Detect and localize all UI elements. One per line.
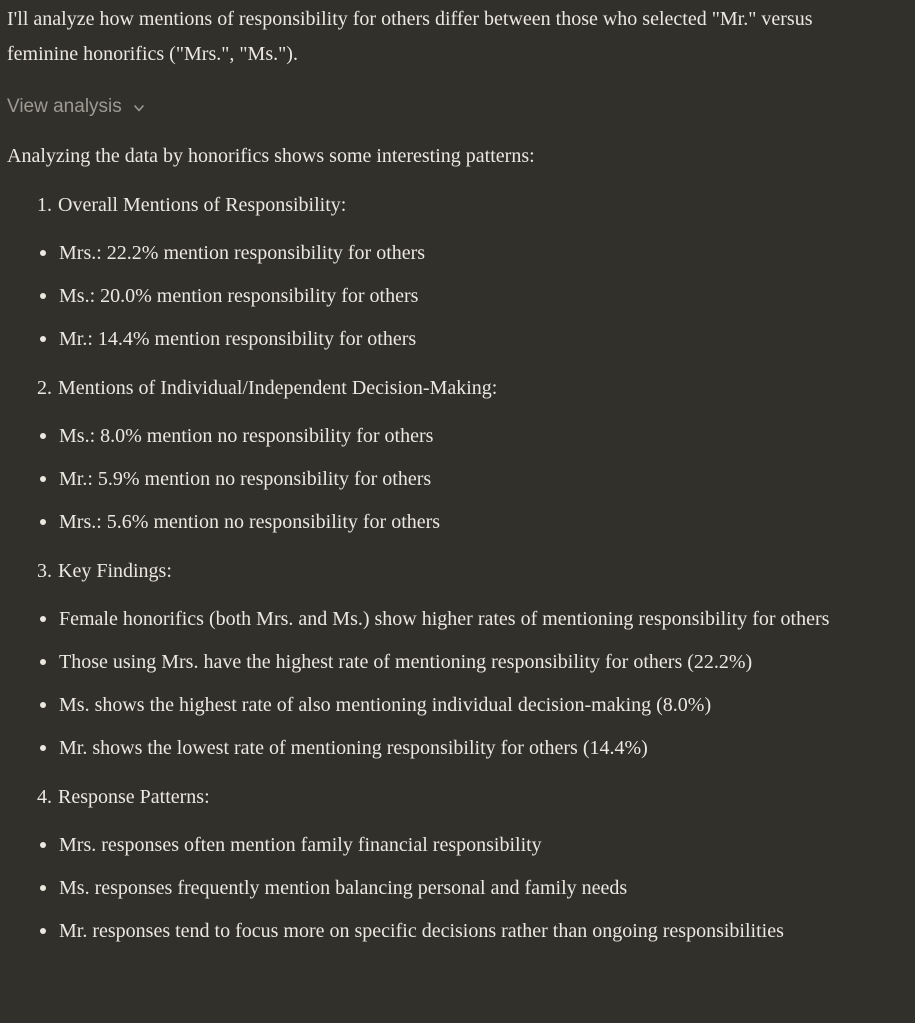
bullet-item [7, 236, 860, 271]
bullet-item [7, 322, 860, 357]
bullet-text: Mr.: 14.4% mention responsibility for others [59, 328, 417, 350]
numbered-heading-2 [7, 371, 860, 406]
bullet-item [7, 828, 860, 863]
number-marker: 2. [37, 377, 52, 399]
heading-title: Response Patterns: [58, 786, 210, 808]
bullet-marker [40, 433, 46, 439]
bullet-item [7, 871, 860, 906]
bullet-marker [40, 519, 46, 525]
bullet-item [7, 688, 860, 723]
bullet-marker [40, 842, 46, 848]
intro-paragraph: I'll analyze how mentions of responsibility for others differ between those who selected "Mr." versus feminine honorifics ("Mrs.", "Ms."). [7, 8, 813, 65]
bullet-item [7, 505, 860, 540]
bullet-text: Mr. shows the lowest rate of mentioning responsibility for others (14.4%) [59, 737, 648, 759]
number-marker: 3. [37, 560, 52, 582]
heading-title: Key Findings: [58, 560, 172, 582]
bullet-text: Ms.: 8.0% mention no responsibility for others [59, 425, 434, 447]
number-marker: 4. [37, 786, 52, 808]
heading-title: Overall Mentions of Responsibility: [58, 194, 347, 216]
bullet-item [7, 419, 860, 454]
numbered-heading-3 [7, 554, 860, 589]
bullet-marker [40, 928, 46, 934]
bullet-marker [40, 250, 46, 256]
bullet-marker [40, 616, 46, 622]
chevron-down-icon [132, 101, 146, 115]
bullet-marker [40, 659, 46, 665]
bullet-text: Those using Mrs. have the highest rate of mentioning responsibility for others (22.2%) [59, 651, 753, 673]
bullet-item [7, 914, 860, 949]
bullet-item [7, 602, 860, 637]
bullet-marker [40, 885, 46, 891]
bullet-text: Mr.: 5.9% mention no responsibility for others [59, 468, 432, 490]
bullet-item [7, 731, 860, 766]
bullet-marker [40, 702, 46, 708]
bullet-item [7, 645, 860, 680]
bullet-text: Mrs.: 22.2% mention responsibility for others [59, 242, 426, 264]
bullet-text: Mr. responses tend to focus more on specific decisions rather than ongoing responsibilities [59, 920, 784, 942]
bullet-text: Female honorifics (both Mrs. and Ms.) show higher rates of mentioning responsibility for others [59, 608, 830, 630]
bullet-text: Ms.: 20.0% mention responsibility for others [59, 285, 419, 307]
numbered-heading-4 [7, 780, 860, 815]
bullet-marker [40, 745, 46, 751]
view-analysis-toggle[interactable] [7, 89, 146, 124]
bullet-item [7, 279, 860, 314]
view-analysis-label: View analysis [7, 96, 122, 117]
number-marker: 1. [37, 194, 52, 216]
bullet-text: Mrs. responses often mention family financial responsibility [59, 834, 542, 856]
bullet-text: Mrs.: 5.6% mention no responsibility for others [59, 511, 441, 533]
bullet-marker [40, 336, 46, 342]
bullet-marker [40, 293, 46, 299]
heading-title: Mentions of Individual/Independent Decision-Making: [58, 377, 498, 399]
bullet-item [7, 462, 860, 497]
bullet-marker [40, 476, 46, 482]
lead-paragraph: Analyzing the data by honorifics shows some interesting patterns: [7, 145, 535, 167]
bullet-text: Ms. shows the highest rate of also mentioning individual decision-making (8.0%) [59, 694, 712, 716]
bullet-text: Ms. responses frequently mention balancing personal and family needs [59, 877, 628, 899]
numbered-heading-1 [7, 188, 860, 223]
